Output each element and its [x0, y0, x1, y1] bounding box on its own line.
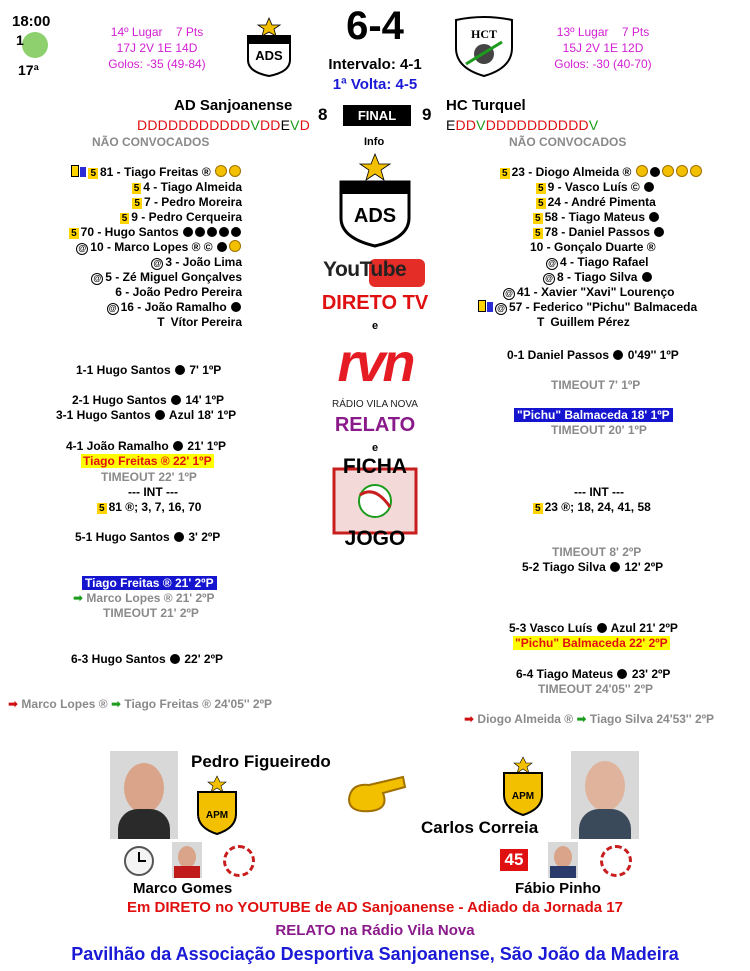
table-official-number: 45	[500, 849, 528, 871]
list-item[interactable]: 5 58 - Tiago Mateus	[533, 210, 703, 225]
footer-venue: Pavilhão da Associação Desportiva Sanjoanense, São João da Madeira	[71, 944, 679, 964]
referee1-photo	[110, 751, 178, 839]
list-item[interactable]: 5 7 - Pedro Moreira	[134, 195, 242, 209]
list-item[interactable]: 5 81 - Tiago Freitas ®	[69, 165, 242, 180]
svg-text:ADS: ADS	[353, 205, 397, 227]
form-letter: D	[547, 117, 558, 133]
away-timeout: TIMEOUT 7' 1ºP	[551, 378, 641, 392]
home-event: 2-1 Hugo Santos 14' 1ºP	[72, 393, 224, 407]
home-event-highlight: Tiago Freitas ® 21' 2ºP	[82, 576, 217, 591]
form-letter: D	[147, 117, 158, 133]
list-item[interactable]: T Vítor Pereira	[157, 315, 242, 329]
and-label-2: e	[371, 442, 379, 454]
referee2-photo	[571, 751, 639, 839]
stopwatch-icon	[600, 845, 632, 877]
home-fouls: 8	[318, 105, 328, 124]
footer-broadcast: Em DIRETO no YOUTUBE de AD Sanjoanense - Adiado da Jornada 17	[127, 899, 623, 916]
home-event: 1-1 Hugo Santos 7' 1ºP	[76, 363, 222, 377]
form-letter: D	[209, 117, 220, 133]
table-official-photo	[548, 842, 578, 878]
form-letter: D	[229, 117, 241, 133]
referee2-name[interactable]: Carlos Correia	[421, 818, 539, 837]
list-item[interactable]: @ 10 - Marco Lopes ® ©	[69, 240, 242, 255]
away-fouls: 9	[422, 105, 432, 124]
list-item[interactable]: 5 70 - Hugo Santos	[69, 225, 242, 240]
info-label: Info	[364, 136, 385, 148]
home-substitution: ➡ Marco Lopes ® ➡ Tiago Freitas ® 24'05'' 2ºP	[8, 697, 272, 711]
relato-label[interactable]: RELATO	[334, 414, 416, 436]
svg-text:ADS: ADS	[255, 48, 283, 63]
home-event: 4-1 João Ramalho 21' 1ºP	[66, 439, 226, 453]
list-item[interactable]: @ 4 - Tiago Rafael	[546, 255, 703, 270]
match-status-badge: FINAL	[343, 105, 411, 126]
home-team-name[interactable]: AD Sanjoanense	[174, 97, 293, 114]
form-letter: D	[496, 117, 507, 133]
form-letter: V	[476, 117, 486, 133]
list-item[interactable]: @ 3 - João Lima	[69, 255, 242, 270]
form-letter: D	[299, 117, 311, 133]
home-timeout: TIMEOUT 21' 2ºP	[103, 606, 199, 620]
ads-logo-icon	[335, 152, 415, 248]
list-item[interactable]: @ 5 - Zé Miguel Gonçalves	[69, 270, 242, 285]
home-event: 3-1 Hugo Santos Azul 18' 1ºP	[56, 408, 237, 422]
and-label-1: e	[371, 320, 379, 332]
timekeeper-photo	[172, 842, 202, 878]
form-letter: D	[137, 117, 148, 133]
form-letter: D	[167, 117, 179, 133]
first-leg-score: 1ª Volta: 4-5	[332, 76, 418, 93]
home-event: 6-3 Hugo Santos 22' 2ºP	[71, 652, 223, 666]
timekeeper-name[interactable]: Marco Gomes	[133, 880, 233, 897]
away-form	[446, 117, 598, 133]
ficha-jogo-logo[interactable]: FICHA JOGO	[322, 455, 428, 549]
footer-radio: RELATO na Rádio Vila Nova	[275, 922, 475, 939]
away-timeout: TIMEOUT 20' 1ºP	[551, 423, 647, 437]
form-letter: D	[485, 117, 497, 133]
home-event-sub: ➡ Marco Lopes ® 21' 2ºP	[73, 591, 215, 605]
form-letter: D	[568, 117, 579, 133]
away-event-highlight: "Pichu" Balmaceda 18' 1ºP	[514, 408, 673, 423]
away-not-called: NÃO CONVOCADOS	[509, 135, 627, 149]
list-item[interactable]: 5 9 - Vasco Luís ©	[536, 180, 703, 195]
away-substitution: ➡ Diogo Almeida ® ➡ Tiago Silva 24'53'' 2ºP	[464, 712, 715, 726]
list-item[interactable]: 5 4 - Tiago Almeida	[133, 180, 242, 194]
away-team-name[interactable]: HC Turquel	[446, 97, 526, 114]
away-int: --- INT ---	[574, 485, 624, 499]
form-letter: D	[578, 117, 589, 133]
whistle-icon	[343, 773, 409, 815]
home-int: --- INT ---	[128, 485, 178, 499]
clock-icon	[124, 846, 154, 876]
form-letter: D	[198, 117, 210, 133]
form-letter: V	[250, 117, 260, 133]
away-timeout: TIMEOUT 8' 2ºP	[552, 545, 642, 559]
referee1-name[interactable]: Pedro Figueiredo	[191, 752, 331, 771]
home-shield-icon	[244, 16, 294, 78]
list-item[interactable]: 5 23 - Diogo Almeida ®	[500, 165, 703, 180]
list-item[interactable]: 6 - João Pedro Pereira	[115, 285, 242, 299]
svg-text:APM: APM	[511, 791, 535, 802]
list-item[interactable]: @ 57 - Federico "Pichu" Balmaceda	[478, 300, 703, 315]
form-letter: D	[516, 117, 527, 133]
round-icon	[22, 32, 48, 58]
away-int-detail: 5 23 ®; 18, 24, 41, 58	[535, 500, 651, 514]
form-letter: V	[290, 117, 300, 133]
form-letter: D	[557, 117, 569, 133]
home-int-detail: 5 81 ®; 3, 7, 16, 70	[99, 500, 202, 514]
away-event: 6-4 Tiago Mateus 23' 2ºP	[516, 667, 671, 681]
home-roster	[69, 165, 242, 330]
apm-shield-icon	[194, 774, 240, 836]
list-item[interactable]: @ 16 - João Ramalho	[69, 300, 242, 315]
away-roster	[497, 165, 703, 330]
list-item[interactable]: @ 8 - Tiago Silva	[543, 270, 703, 285]
form-letter: D	[270, 117, 281, 133]
away-event: 5-3 Vasco Luís Azul 21' 2ºP	[509, 621, 678, 635]
form-letter: D	[157, 117, 168, 133]
apm-shield-icon	[500, 755, 546, 817]
league-position: 17ª	[18, 62, 39, 78]
rvn-logo[interactable]: rvn	[337, 333, 413, 393]
score: 6-4	[346, 4, 404, 48]
match-time: 18:00	[12, 13, 51, 30]
direto-tv-label[interactable]: DIRETO TV	[321, 292, 429, 314]
away-event: 5-2 Tiago Silva 12' 2ºP	[522, 560, 664, 574]
form-letter: D	[240, 117, 251, 133]
list-item[interactable]: @ 41 - Xavier "Xavi" Lourenço	[503, 285, 703, 300]
list-item[interactable]: 10 - Gonçalo Duarte ®	[530, 240, 656, 254]
home-event-highlight: Tiago Freitas ® 22' 1ºP	[83, 454, 212, 468]
away-timeout: TIMEOUT 24'05'' 2ºP	[538, 682, 653, 696]
round-number: 1	[16, 32, 24, 48]
form-letter: E	[446, 117, 456, 133]
home-stats: 14º Lugar 7 Pts 17J 2V 1E 14D Golos: -35 (49-84)	[108, 25, 206, 71]
home-not-called: NÃO CONVOCADOS	[92, 135, 210, 149]
form-letter: V	[588, 117, 599, 133]
table-official-name[interactable]: Fábio Pinho	[515, 880, 601, 897]
list-item[interactable]: T Guillem Pérez	[537, 315, 630, 329]
home-event: 5-1 Hugo Santos 3' 2ºP	[75, 530, 221, 544]
stopwatch-icon	[223, 845, 255, 877]
away-shield-icon	[452, 14, 516, 78]
rvn-subtitle: RÁDIO VILA NOVA	[332, 399, 418, 410]
list-item[interactable]: 5 9 - Pedro Cerqueira	[121, 210, 242, 224]
form-letter: D	[506, 117, 517, 133]
svg-text:HCT: HCT	[470, 27, 498, 41]
form-letter: D	[455, 117, 466, 133]
form-letter: D	[537, 117, 548, 133]
home-timeout: TIMEOUT 22' 1ºP	[101, 470, 197, 484]
form-letter: D	[178, 117, 189, 133]
form-letter: D	[259, 117, 271, 133]
halftime-score: Intervalo: 4-1	[328, 56, 422, 73]
form-letter: D	[188, 117, 199, 133]
away-stats: 13º Lugar 7 Pts 15J 2V 1E 12D Golos: -30 (40-70)	[554, 25, 652, 71]
away-event-highlight: "Pichu" Balmaceda 22' 2ºP	[515, 636, 668, 650]
list-item[interactable]: 5 24 - André Pimenta	[538, 195, 656, 209]
form-letter: D	[526, 117, 538, 133]
form-letter: E	[280, 117, 291, 133]
form-letter: D	[465, 117, 477, 133]
home-form	[137, 117, 310, 133]
form-letter: D	[219, 117, 230, 133]
youtube-logo[interactable]: YouTube	[323, 258, 407, 281]
away-event: 0-1 Daniel Passos 0'49'' 1ºP	[507, 348, 679, 362]
svg-text:APM: APM	[205, 810, 229, 821]
list-item[interactable]: 5 78 - Daniel Passos	[533, 225, 703, 240]
